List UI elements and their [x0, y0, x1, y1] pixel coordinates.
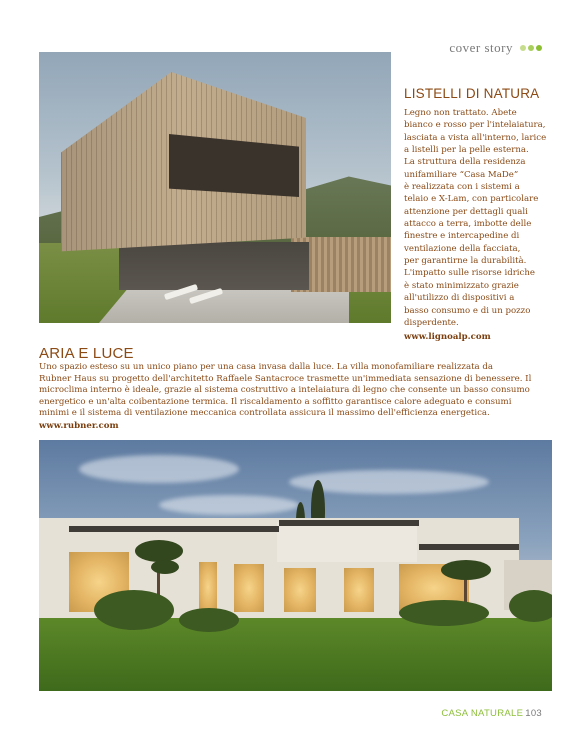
sidebar-line: è stato minimizzato grazie — [404, 280, 519, 291]
photo-cloud — [159, 495, 299, 515]
sidebar-body — [404, 107, 552, 329]
photo-cloud — [79, 455, 239, 483]
photo-lit-window — [284, 568, 316, 612]
photo-shrub — [509, 590, 552, 622]
photo-villa-upper — [277, 522, 417, 562]
photo-bonsai-canopy — [135, 540, 183, 562]
sidebar-link[interactable]: www.lignoalp.com — [404, 332, 491, 343]
photo-ground-floor — [119, 242, 309, 290]
page-number: 103 — [525, 708, 542, 719]
sidebar-line: L'impatto sulle risorse idriche — [404, 268, 535, 279]
dot-icon — [520, 45, 526, 51]
main-body — [39, 362, 544, 433]
sidebar-line: finestre e intercapedine di — [404, 231, 520, 242]
sidebar-line: La struttura della residenza — [404, 157, 526, 168]
section-header — [449, 40, 542, 56]
photo-terrace — [99, 287, 349, 323]
dot-icon — [528, 45, 534, 51]
sidebar-article — [404, 86, 552, 344]
sidebar-line: all'utilizzo di dispositivi a — [404, 293, 515, 304]
sidebar-line: lasciata a vista all'interno, larice — [404, 132, 547, 143]
photo-roofline — [69, 526, 279, 532]
sidebar-line: bianco e rosso per l'intelaiatura, — [404, 120, 546, 131]
photo-bonsai-canopy — [441, 560, 491, 580]
photo-wooden-house — [39, 52, 391, 323]
photo-shrub — [94, 590, 174, 630]
sidebar-line: è realizzata con i sistemi a — [404, 182, 520, 193]
sidebar-line: disperdente. — [404, 317, 459, 328]
sidebar-title: LISTELLI DI NATURA — [404, 86, 540, 101]
sidebar-line: a listelli per la pelle esterna. — [404, 145, 529, 156]
section-dots — [520, 45, 542, 51]
main-link[interactable]: www.rubner.com — [39, 420, 119, 431]
sidebar-line: ventilazione della facciata, — [404, 243, 521, 254]
photo-bonsai-canopy — [151, 560, 179, 574]
section-label: cover story — [449, 40, 513, 55]
photo-lit-window — [344, 568, 374, 612]
photo-lit-window — [234, 564, 264, 612]
dot-icon — [536, 45, 542, 51]
main-line: microclima interno è ideale, grazie al sistema costruttivo a intelaiatura di legno che consente un basso consumo — [39, 385, 530, 396]
main-line: Rubner Haus su progetto dell'architetto Raffaele Santacroce trasmette un'immediata sensazione di benessere. Il — [39, 373, 532, 384]
sidebar-line: attenzione per dettagli quali — [404, 206, 528, 217]
photo-lit-window — [199, 562, 217, 612]
main-line: Uno spazio esteso su un unico piano per una casa invasa dalla luce. La villa monofamiliare realizzata da — [39, 362, 494, 372]
sidebar-line: telaio e X-Lam, con particolare — [404, 194, 539, 205]
photo-roofline — [279, 520, 419, 526]
main-line: energetico e un'alta coibentazione termica. Il riscaldamento a soffitto garantisce calore adeguato e consumi — [39, 396, 512, 407]
photo-shrub — [179, 608, 239, 632]
main-line: minimi e il sistema di ventilazione meccanica controllata assicura il massimo dell'efficienza energetica. — [39, 408, 490, 419]
photo-roofline — [419, 544, 519, 550]
sidebar-line: Legno non trattato. Abete — [404, 108, 517, 118]
page-footer — [441, 708, 542, 719]
sidebar-line: attacco a terra, imbotte delle — [404, 219, 532, 230]
magazine-name: CASA NATURALE — [441, 708, 524, 719]
photo-shrub — [399, 600, 489, 626]
sidebar-line: per garantirne la durabilità. — [404, 256, 527, 267]
main-title: ARIA E LUCE — [39, 345, 134, 362]
sidebar-line: unifamiliare “Casa MaDe” — [404, 169, 519, 180]
sidebar-line: basso consumo e di un pozzo — [404, 305, 531, 316]
photo-villa — [39, 440, 552, 691]
